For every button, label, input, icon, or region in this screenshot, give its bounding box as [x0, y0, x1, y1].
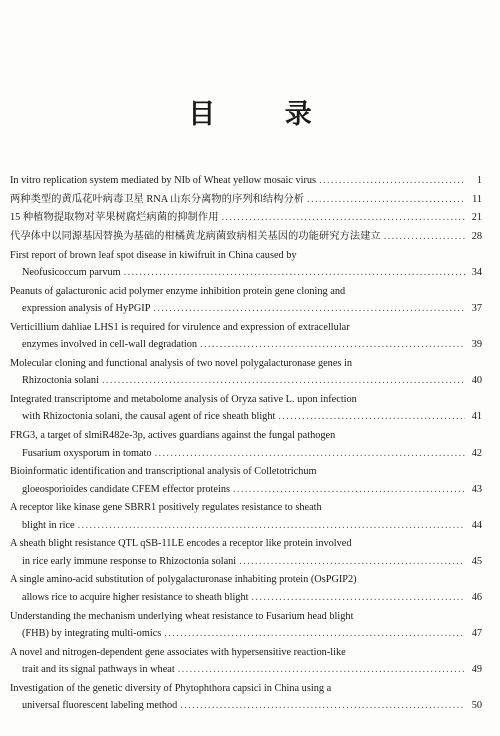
toc-page-number: 41: [471, 411, 482, 423]
toc-entry[interactable]: [10, 644, 482, 679]
dot-leader: [239, 553, 465, 570]
toc-entry-title: Investigation of the genetic diversity of Phytophthora capsici in China using a: [10, 682, 332, 694]
toc-entry[interactable]: [10, 283, 482, 318]
toc-entry[interactable]: [10, 571, 482, 606]
toc-entry[interactable]: [10, 191, 482, 208]
toc-entry-line: [10, 300, 482, 317]
page-title: 目 录: [188, 99, 342, 130]
toc-entry-line: [10, 391, 482, 408]
toc-entry-title: A receptor like kinase gene SBRR1 positively regulates resistance to sheath: [10, 502, 322, 514]
toc-entry-title: blight in rice: [22, 519, 75, 531]
dot-leader: [102, 372, 465, 389]
table-of-contents: [10, 172, 482, 716]
toc-entry-line: [10, 608, 482, 625]
toc-page-number: 40: [471, 375, 482, 387]
toc-entry[interactable]: [10, 427, 482, 462]
toc-entry-title: A sheath blight resistance QTL qSB-11LE encodes a receptor like protein involved: [10, 538, 352, 550]
toc-entry-title: First report of brown leaf spot disease in kiwifruit in China caused by: [10, 249, 297, 261]
toc-entry-title: with Rhizoctonia solani, the causal agent of rice sheath blight: [22, 411, 276, 423]
toc-entry[interactable]: [10, 463, 482, 498]
toc-entry-line: [10, 463, 482, 480]
toc-entry-title: Verticillium dahliae LHS1 is required for virulence and expression of extracellular: [10, 321, 350, 333]
toc-entry-title: Peanuts of galacturonic acid polymer enzyme inhibition protein gene cloning and: [10, 285, 346, 297]
dot-leader: [384, 228, 465, 245]
toc-entry-line: [10, 680, 482, 697]
toc-entry-line: [10, 571, 482, 588]
toc-entry-line: [10, 372, 482, 389]
toc-entry-line: [10, 172, 482, 189]
dot-leader: [78, 517, 465, 534]
toc-entry-line: [10, 535, 482, 552]
toc-entry[interactable]: [10, 499, 482, 534]
toc-entry[interactable]: [10, 680, 482, 715]
toc-entry[interactable]: [10, 172, 482, 189]
toc-page-number: 1: [476, 175, 482, 186]
dot-leader: [180, 697, 465, 714]
dot-leader: [319, 172, 465, 189]
toc-entry-line: [10, 445, 482, 462]
toc-entry-title: Bioinformatic identification and transcriptional analysis of Colletotrichum: [10, 466, 317, 478]
toc-page-number: 49: [471, 664, 482, 675]
toc-entry-title: 代孕体中以同源基因替换为基础的柑橘黄龙病菌致病相关基因的功能研究方法建立: [10, 231, 381, 243]
toc-entry-title: A novel and nitrogen-dependent gene associates with hypersensitive reaction-like: [10, 646, 346, 658]
dot-leader: [124, 264, 465, 281]
toc-entry-line: [10, 228, 482, 245]
toc-page-number: 46: [471, 591, 482, 603]
toc-entry-title: In vitro replication system mediated by NIb of Wheat yellow mosaic virus: [10, 175, 317, 186]
dot-leader: [153, 300, 465, 317]
toc-entry-line: [10, 283, 482, 300]
toc-entry-line: [10, 589, 482, 606]
toc-page-number: 42: [471, 447, 482, 459]
toc-entry-title: Neofusicoccum parvum: [22, 267, 121, 279]
toc-entry[interactable]: [10, 209, 482, 226]
toc-page-number: 47: [471, 627, 482, 639]
toc-entry-title: FRG3, a target of slmiR482e-3p, actives guardians against the fungal pathogen: [10, 430, 336, 442]
toc-entry[interactable]: [10, 355, 482, 390]
dot-leader: [222, 209, 465, 226]
toc-entry-title: 两种类型的黄瓜花叶病毒卫星 RNA 山东分离物的序列和结构分析: [10, 193, 305, 205]
dot-leader: [278, 408, 465, 425]
toc-entry-title: in rice early immune response to Rhizoctonia solani: [22, 555, 237, 567]
toc-entry[interactable]: [10, 535, 482, 570]
toc-entry-title: gloeosporioides candidate CFEM effector proteins: [22, 483, 230, 495]
dot-leader: [164, 625, 465, 642]
toc-entry-line: [10, 517, 482, 534]
toc-page-number: 37: [471, 303, 482, 315]
toc-entry-line: [10, 499, 482, 516]
toc-entry-line: [10, 625, 482, 642]
dot-leader: [233, 481, 465, 498]
toc-entry-title: Integrated transcriptome and metabolome analysis of Oryza sative L. upon infection: [10, 394, 357, 406]
toc-page-number: 39: [471, 339, 482, 351]
toc-entry-line: [10, 481, 482, 498]
toc-entry[interactable]: [10, 319, 482, 354]
toc-entry-title: enzymes involved in cell-wall degradation: [22, 339, 197, 351]
toc-entry[interactable]: [10, 608, 482, 643]
toc-entry-line: [10, 209, 482, 226]
toc-page-number: 45: [471, 555, 482, 567]
toc-entry-line: [10, 661, 482, 678]
toc-page-number: 50: [471, 700, 482, 712]
toc-entry-title: 15 种植物提取物对苹果树腐烂病菌的抑制作用: [10, 212, 219, 224]
toc-entry-line: [10, 264, 482, 281]
dot-leader: [200, 336, 465, 353]
dot-leader: [307, 191, 465, 208]
toc-entry-title: expression analysis of HyPGIP: [22, 303, 151, 315]
toc-entry[interactable]: [10, 247, 482, 282]
dot-leader: [178, 661, 465, 678]
toc-entry-line: [10, 319, 482, 336]
toc-page-number: 11: [472, 193, 482, 205]
dot-leader: [155, 445, 465, 462]
toc-entry-line: [10, 697, 482, 714]
toc-entry-line: [10, 408, 482, 425]
toc-page-number: 44: [471, 519, 482, 531]
toc-entry-line: [10, 191, 482, 208]
toc-entry[interactable]: [10, 228, 482, 245]
toc-page-number: 21: [471, 212, 482, 224]
toc-entry-title: A single amino-acid substitution of polygalacturonase inhabiting protein (OsPGIP2): [10, 574, 357, 586]
toc-page-number: 34: [471, 267, 482, 279]
toc-entry-title: Understanding the mechanism underlying wheat resistance to Fusarium head blight: [10, 610, 354, 622]
toc-entry-title: allows rice to acquire higher resistance to sheath blight: [22, 591, 249, 603]
toc-entry-title: universal fluorescent labeling method: [22, 700, 178, 712]
toc-entry-title: (FHB) by integrating multi-omics: [22, 627, 162, 639]
toc-entry-line: [10, 553, 482, 570]
toc-entry-title: trait and its signal pathways in wheat: [22, 664, 175, 675]
toc-entry-line: [10, 247, 482, 264]
toc-page-number: 43: [471, 483, 482, 495]
toc-page-number: 28: [471, 231, 482, 243]
toc-entry-line: [10, 644, 482, 661]
toc-entry-line: [10, 336, 482, 353]
toc-entry-line: [10, 355, 482, 372]
toc-entry-title: Fusarium oxysporum in tomato: [22, 447, 152, 459]
dot-leader: [251, 589, 465, 606]
toc-entry-line: [10, 427, 482, 444]
toc-entry-title: Molecular cloning and functional analysis of two novel polygalacturonase genes in: [10, 357, 352, 369]
toc-entry[interactable]: [10, 391, 482, 426]
toc-entry-title: Rhizoctonia solani: [22, 375, 99, 387]
